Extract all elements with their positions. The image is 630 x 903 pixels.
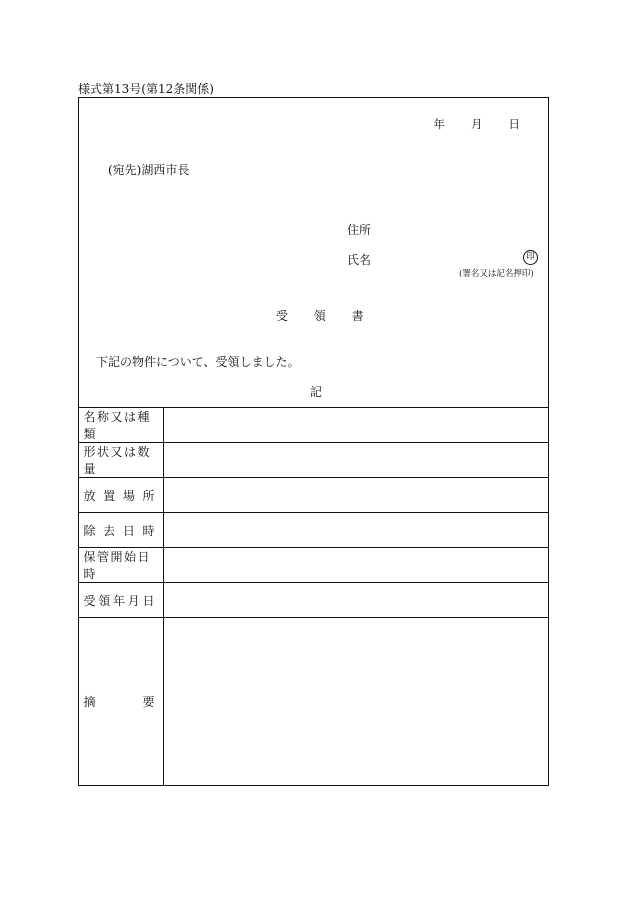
label-char: 年	[112, 593, 127, 608]
label-char: 去	[103, 523, 117, 538]
date-year: 年	[433, 117, 445, 131]
date-line	[434, 116, 521, 132]
label-char: 要	[142, 695, 156, 709]
table-row	[78, 513, 549, 548]
seal-mark: 印	[523, 250, 538, 265]
entry-cell[interactable]	[164, 478, 549, 513]
label-char: 摘	[83, 695, 98, 709]
row-label-shape-or-quantity: 形状又は数量	[78, 443, 164, 478]
table-row	[78, 548, 549, 583]
form-number: 様式第13号(第12条関係)	[78, 82, 214, 96]
label-char: 日	[122, 523, 137, 538]
label-char: 月	[127, 593, 142, 608]
row-label-name-or-type: 名称又は種類	[78, 408, 164, 443]
name-label: 氏名	[347, 253, 372, 267]
entry-cell[interactable]	[164, 548, 549, 583]
label-char: 置	[103, 488, 117, 503]
label-char: 場	[122, 488, 137, 503]
table-row	[78, 408, 549, 443]
label-char: 放	[83, 488, 98, 503]
entry-cell[interactable]	[164, 408, 549, 443]
receipt-form	[78, 97, 549, 786]
entry-cell[interactable]	[164, 443, 549, 478]
document-title	[276, 307, 364, 324]
address-label: 住所	[347, 223, 372, 237]
table-row	[78, 583, 549, 618]
date-day: 日	[508, 117, 520, 131]
label-char: 受	[83, 593, 98, 608]
label-char: 除	[83, 523, 98, 538]
title-char: 領	[313, 309, 326, 323]
label-char: 時	[142, 523, 156, 538]
label-char: 領	[98, 593, 112, 608]
seal-note: (署名又は記名押印)	[459, 269, 534, 279]
table-row	[78, 443, 549, 478]
row-label-storage-start: 保管開始日時	[78, 548, 164, 583]
ki-heading: 記	[310, 385, 323, 399]
entry-cell[interactable]	[164, 583, 549, 618]
label-char: 所	[142, 488, 156, 503]
table-row	[78, 618, 549, 786]
statement: 下記の物件について、受領しました。	[96, 355, 300, 369]
entry-cell[interactable]	[164, 513, 549, 548]
row-label-summary	[78, 618, 164, 786]
row-label-removal-datetime	[78, 513, 164, 548]
date-month: 月	[471, 117, 483, 131]
row-label-receipt-date	[78, 583, 164, 618]
item-table	[78, 407, 549, 785]
row-label-abandoned-location	[78, 478, 164, 513]
title-char: 受	[276, 309, 289, 323]
addressee: (宛先)湖西市長	[108, 163, 190, 177]
table-row	[78, 478, 549, 513]
title-char: 書	[351, 309, 364, 323]
label-char: 日	[142, 593, 156, 608]
entry-cell[interactable]	[164, 618, 549, 786]
